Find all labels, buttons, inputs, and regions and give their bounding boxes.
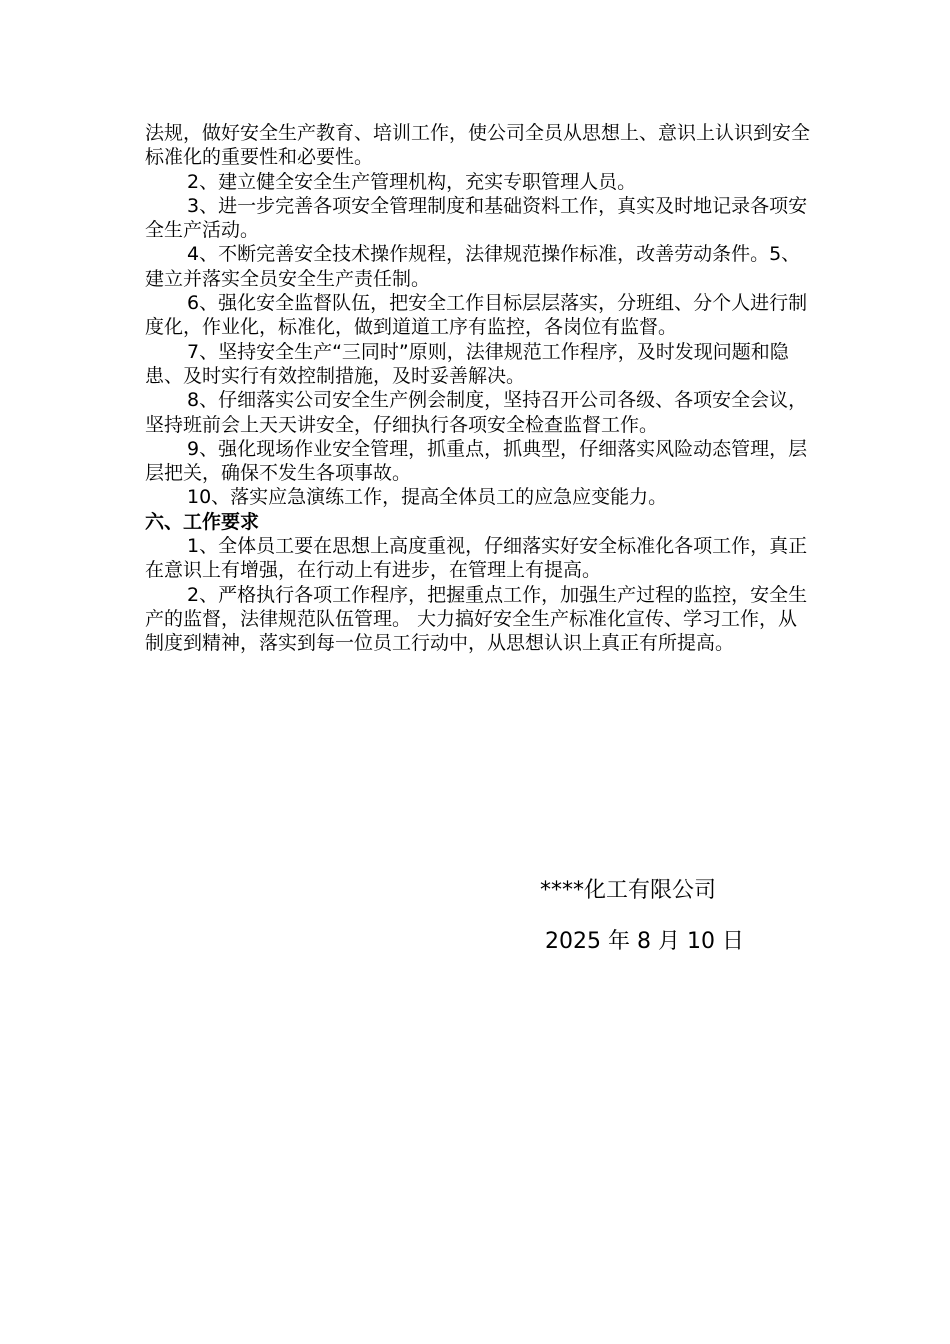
paragraph-requirement-1: 1、全体员工要在思想上高度重视，仔细落实好安全标准化各项工作，真正在意识上有增强，在行动上有进步，在管理上有提高。: [145, 535, 808, 582]
paragraph-intro-continuation: 法规，做好安全生产教育、培训工作，使公司全员从思想上、意识上认识到安全标准化的重要性和必要性。: [145, 122, 811, 169]
paragraph-item-9: 9、强化现场作业安全管理，抓重点，抓典型，仔细落实风险动态管理，层层把关，确保不发生各项事故。: [145, 437, 808, 485]
company-signature: ****化工有限公司: [540, 878, 717, 903]
paragraph-item-4-5: 4、不断完善安全技术操作规程，法律规范操作标准，改善劳动条件。5、建立并落实全员安全生产责任制。: [145, 243, 801, 290]
paragraph-item-3: 3、进一步完善各项安全管理制度和基础资料工作，真实及时地记录各项安全生产活动。: [145, 194, 808, 242]
paragraph-item-8: 8、仔细落实公司安全生产例会制度，坚持召开公司各级、各项安全会议，坚持班前会上天天讲安全，仔细执行各项安全检查监督工作。: [145, 389, 808, 436]
paragraph-item-7: 7、坚持安全生产“三同时”原则，法律规范工作程序，及时发现问题和隐患、及时实行有效控制措施，及时妥善解决。: [145, 340, 789, 387]
section-heading-work-requirements: 六、工作要求: [145, 510, 260, 533]
paragraph-item-2: 2、建立健全安全生产管理机构，充实专职管理人员。: [187, 170, 637, 193]
paragraph-requirement-2: 2、严格执行各项工作程序，把握重点工作，加强生产过程的监控，安全生产的监督，法律规范队伍管理。 大力搞好安全生产标准化宣传、学习工作，从制度到精神，落实到每一位员工行动中，从思想认识上真正有所提高。: [145, 583, 808, 655]
document-date: 2025 年 8 月 10 日: [545, 929, 744, 954]
paragraph-item-6: 6、强化安全监督队伍，把安全工作目标层层落实，分班组、分个人进行制度化，作业化，标准化，做到道道工序有监控，各岗位有监督。: [145, 292, 808, 339]
document-body: [145, 121, 815, 656]
paragraph-item-10: 10、落实应急演练工作，提高全体员工的应急应变能力。: [187, 486, 668, 509]
